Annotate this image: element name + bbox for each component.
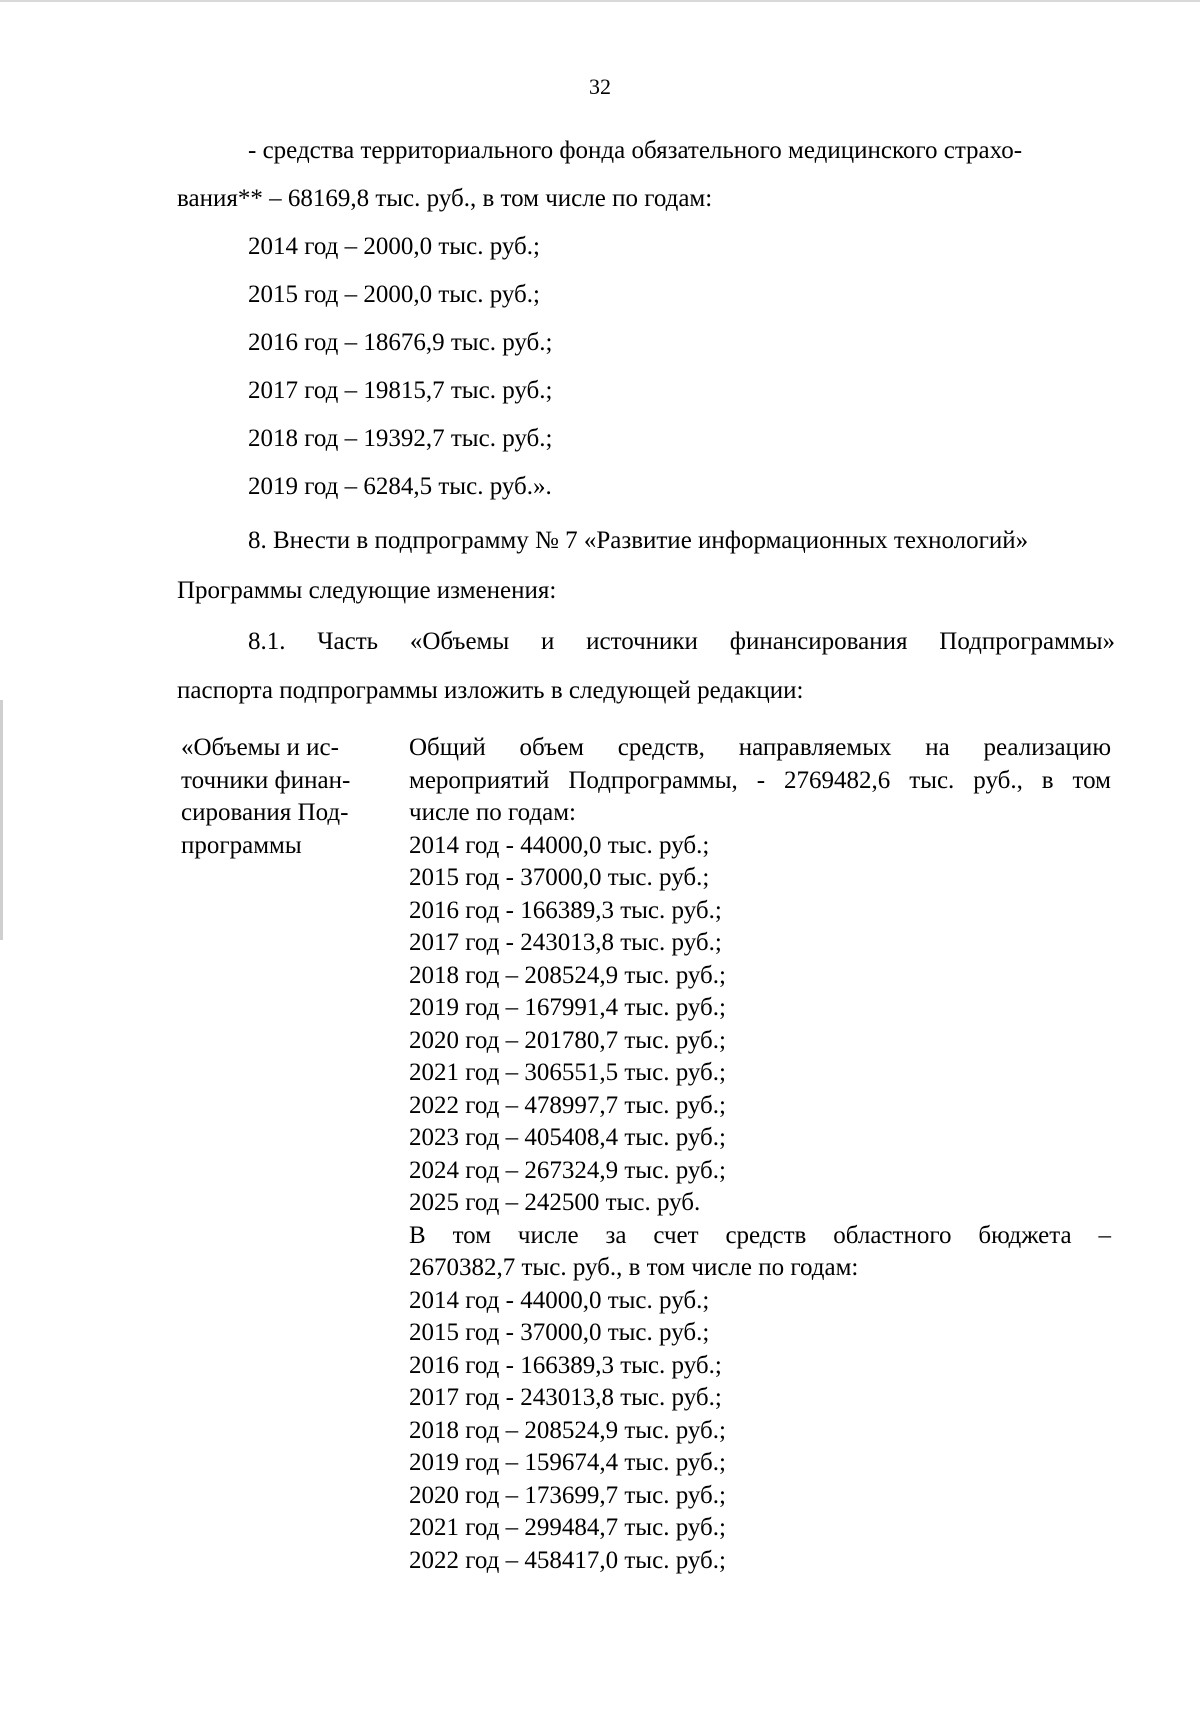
regional-budget-line: В том числе за счет средств областного бюджета –	[409, 1221, 1111, 1249]
total-year-line: 2021 год – 306551,5 тыс. руб.;	[409, 1059, 726, 1086]
total-year-line: 2025 год – 242500 тыс. руб.	[409, 1189, 701, 1216]
page-number: 32	[589, 74, 611, 99]
item-8-line-2: Программы следующие изменения:	[177, 577, 557, 604]
intro-line: числе по годам:	[409, 799, 576, 826]
funding-year-line: 2018 год – 19392,7 тыс. руб.;	[248, 425, 553, 452]
total-year-line: 2018 год – 208524,9 тыс. руб.;	[409, 961, 726, 989]
passport-label-line: программы	[181, 831, 302, 859]
total-year-line: 2017 год - 243013,8 тыс. руб.;	[409, 929, 722, 956]
total-year-line: 2019 год – 167991,4 тыс. руб.;	[409, 994, 726, 1021]
scan-left-edge	[0, 700, 3, 940]
passport-table	[181, 732, 1111, 1577]
passport-label-line: точники финан-	[181, 766, 351, 794]
regional-year-line: 2022 год – 458417,0 тыс. руб.;	[409, 1546, 726, 1574]
passport-label-column	[181, 732, 409, 1577]
passport-content-column	[409, 732, 1111, 1577]
total-year-line: 2016 год - 166389,3 тыс. руб.;	[409, 896, 722, 924]
total-year-line: 2024 год – 267324,9 тыс. руб.;	[409, 1156, 726, 1184]
regional-year-line: 2015 год - 37000,0 тыс. руб.;	[409, 1319, 710, 1346]
funding-year-line: 2015 год – 2000,0 тыс. руб.;	[248, 281, 540, 308]
regional-year-line: 2019 год – 159674,4 тыс. руб.;	[409, 1449, 726, 1476]
regional-year-line: 2020 год – 173699,7 тыс. руб.;	[409, 1481, 726, 1509]
funding-year-line: 2019 год – 6284,5 тыс. руб.».	[248, 473, 552, 500]
item-8-line-1: 8. Внести в подпрограмму № 7 «Развитие информационных технологий»	[248, 527, 1029, 554]
regional-budget-line: 2670382,7 тыс. руб., в том числе по годам:	[409, 1254, 859, 1281]
item-8-1-line-1: 8.1. Часть «Объемы и источники финансирования Подпрограммы»	[248, 628, 1115, 655]
funding-line-2: вания** – 68169,8 тыс. руб., в том числе по годам:	[177, 185, 713, 212]
total-year-line: 2014 год - 44000,0 тыс. руб.;	[409, 831, 710, 859]
regional-year-line: 2017 год - 243013,8 тыс. руб.;	[409, 1384, 722, 1411]
total-year-line: 2023 год – 405408,4 тыс. руб.;	[409, 1124, 726, 1151]
funding-line-1: - средства территориального фонда обязательного медицинского страхо-	[248, 137, 1023, 164]
passport-label-line: «Объемы и ис-	[181, 734, 339, 761]
regional-year-line: 2016 год - 166389,3 тыс. руб.;	[409, 1351, 722, 1379]
intro-line: мероприятий Подпрограммы, - 2769482,6 тыс. руб., в том	[409, 766, 1111, 794]
funding-year-line: 2014 год – 2000,0 тыс. руб.;	[248, 233, 540, 260]
total-year-line: 2015 год - 37000,0 тыс. руб.;	[409, 864, 710, 891]
total-year-line: 2022 год – 478997,7 тыс. руб.;	[409, 1091, 726, 1119]
scan-top-edge	[0, 0, 1200, 2]
item-8-1-line-2: паспорта подпрограммы изложить в следующей редакции:	[177, 677, 804, 704]
regional-year-line: 2014 год - 44000,0 тыс. руб.;	[409, 1286, 710, 1314]
regional-year-line: 2018 год – 208524,9 тыс. руб.;	[409, 1416, 726, 1444]
passport-label-line: сирования Под-	[181, 799, 349, 826]
total-year-line: 2020 год – 201780,7 тыс. руб.;	[409, 1026, 726, 1054]
intro-line: Общий объем средств, направляемых на реализацию	[409, 734, 1111, 761]
regional-year-line: 2021 год – 299484,7 тыс. руб.;	[409, 1514, 726, 1541]
funding-year-line: 2017 год – 19815,7 тыс. руб.;	[248, 377, 553, 404]
funding-year-line: 2016 год – 18676,9 тыс. руб.;	[248, 329, 553, 356]
